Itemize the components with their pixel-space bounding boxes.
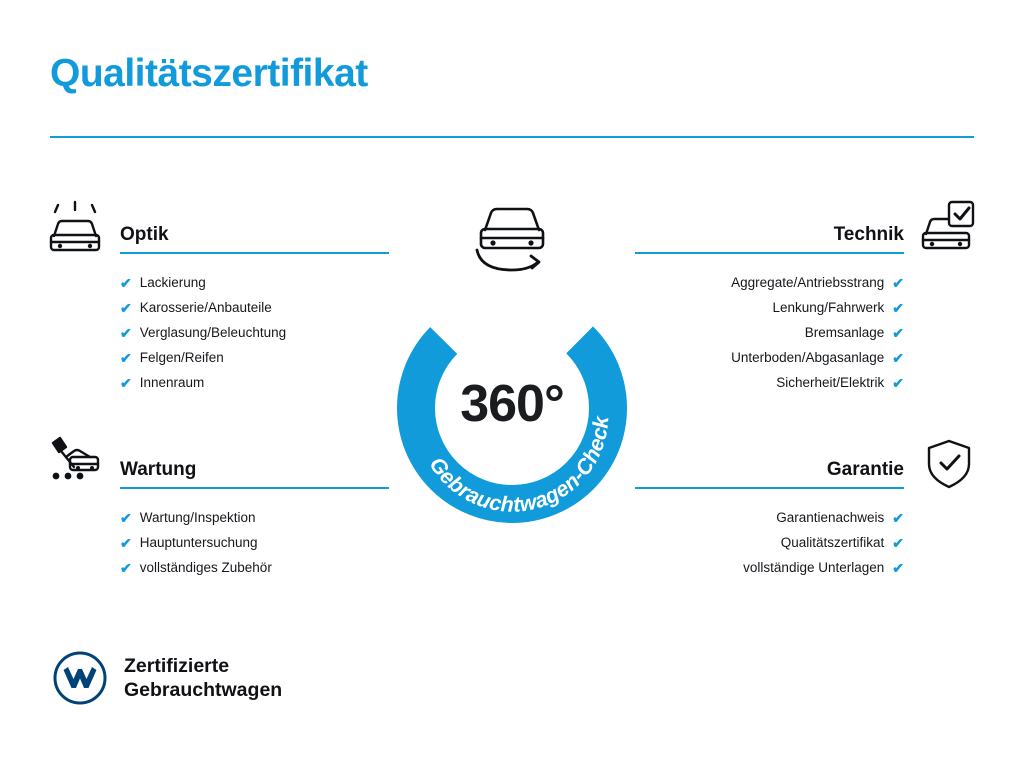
section-wartung-divider [120, 487, 389, 489]
check-icon: ✔ [892, 534, 904, 551]
list-item-label: Bremsanlage [804, 324, 885, 340]
section-wartung-header [44, 435, 389, 491]
badge-degrees: 360° [460, 375, 564, 433]
list-item-label: Verglasung/Beleuchtung [139, 324, 287, 340]
page-title: Qualitätszertifikat [50, 52, 368, 95]
section-technik [635, 200, 980, 395]
list-item-label: Unterboden/Abgasanlage [731, 349, 885, 365]
section-garantie-header [635, 435, 980, 491]
title-divider [50, 136, 974, 138]
check-icon: ✔ [892, 374, 904, 391]
list-item-label: Sicherheit/Elektrik [776, 374, 885, 390]
section-optik-headtext [120, 225, 389, 256]
list-item [120, 505, 389, 530]
center-badge [362, 196, 662, 517]
list-item-label: Wartung/Inspektion [139, 509, 256, 525]
list-item-label: vollständige Unterlagen [743, 559, 885, 575]
list-item [120, 370, 389, 395]
list-item-label: Innenraum [139, 374, 205, 390]
check-icon: ✔ [120, 374, 132, 391]
list-item-label: Aggregate/Antriebsstrang [731, 274, 885, 290]
section-optik-items [44, 270, 389, 395]
section-wartung-items [44, 505, 389, 580]
list-item [635, 270, 904, 295]
list-item [635, 295, 904, 320]
footer-line-2: Gebrauchtwagen [124, 679, 283, 701]
section-wartung-title: Wartung [120, 459, 197, 481]
section-wartung-headtext [120, 460, 389, 491]
section-technik-header [635, 200, 980, 256]
section-optik [44, 200, 389, 395]
list-item [120, 555, 389, 580]
section-garantie [635, 435, 980, 580]
check-icon: ✔ [892, 324, 904, 341]
car-checklist-icon [918, 200, 980, 256]
list-item [635, 555, 904, 580]
check-icon: ✔ [120, 559, 132, 576]
car-rotate-icon [447, 196, 577, 284]
check-icon: ✔ [120, 509, 132, 526]
check-icon: ✔ [892, 299, 904, 316]
list-item-label: Felgen/Reifen [139, 349, 224, 365]
list-item-label: vollständiges Zubehör [139, 559, 272, 575]
section-optik-title: Optik [120, 224, 169, 246]
list-item [120, 320, 389, 345]
check-icon: ✔ [892, 274, 904, 291]
list-item-label: Lackierung [139, 274, 206, 290]
section-optik-divider [120, 252, 389, 254]
section-technik-divider [635, 252, 904, 254]
list-item [635, 345, 904, 370]
check-icon: ✔ [120, 349, 132, 366]
list-item-label: Qualitätszertifikat [780, 534, 885, 550]
shield-check-icon [918, 435, 980, 491]
check-icon: ✔ [120, 299, 132, 316]
check-icon: ✔ [120, 534, 132, 551]
check-icon: ✔ [892, 349, 904, 366]
list-item [635, 370, 904, 395]
list-item [120, 295, 389, 320]
section-technik-items [635, 270, 980, 395]
right-column [635, 200, 980, 608]
list-item [120, 530, 389, 555]
left-column [44, 200, 389, 608]
check-icon: ✔ [120, 324, 132, 341]
check-ring [382, 278, 642, 538]
list-item-label: Garantienachweis [776, 509, 885, 525]
list-item-label: Lenkung/Fahrwerk [772, 299, 885, 315]
list-item-label: Karosserie/Anbauteile [139, 299, 272, 315]
list-item [120, 270, 389, 295]
footer-text [124, 654, 282, 703]
section-wartung [44, 435, 389, 580]
section-technik-headtext [635, 225, 904, 256]
section-optik-header [44, 200, 389, 256]
svg-text:Gebrauchtwagen-Check: Gebrauchtwagen-Check [424, 415, 614, 517]
check-icon: ✔ [892, 509, 904, 526]
footer-line-1: Zertifizierte [124, 654, 230, 677]
list-item [120, 345, 389, 370]
list-item-label: Hauptuntersuchung [139, 534, 258, 550]
car-front-sparkle-icon [44, 200, 106, 256]
list-item [635, 530, 904, 555]
check-icon: ✔ [892, 559, 904, 576]
section-garantie-title: Garantie [826, 459, 904, 481]
car-lift-icon [44, 435, 106, 491]
vw-logo-icon [52, 650, 108, 706]
section-garantie-items [635, 505, 980, 580]
check-icon: ✔ [120, 274, 132, 291]
footer-brand [52, 650, 282, 706]
list-item [635, 320, 904, 345]
section-garantie-divider [635, 487, 904, 489]
section-technik-title: Technik [833, 224, 904, 246]
list-item [635, 505, 904, 530]
section-garantie-headtext [635, 460, 904, 491]
